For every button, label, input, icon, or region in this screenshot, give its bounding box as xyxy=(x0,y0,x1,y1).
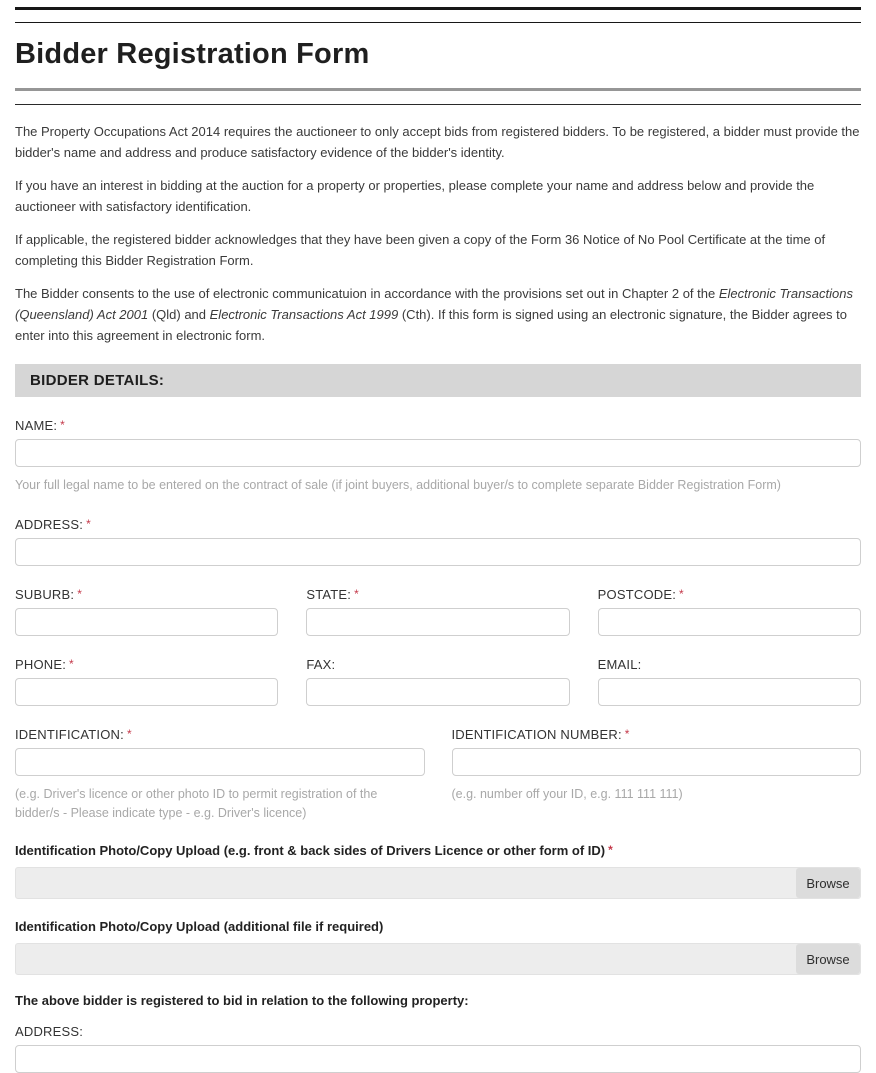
top-rule-thick xyxy=(15,7,861,10)
state-label: STATE: * xyxy=(306,586,359,602)
intro-paragraph-2: If you have an interest in bidding at the auction for a property or properties, please complete your name and address below and provide the auctioneer with satisfactory identification. xyxy=(15,178,815,215)
field-address xyxy=(15,517,861,566)
field-identification-number xyxy=(452,727,862,824)
act-title-cth: Electronic Transactions Act 1999 xyxy=(209,307,399,323)
upload-primary-file-input[interactable] xyxy=(15,867,861,899)
suburb-label: SUBURB: * xyxy=(15,586,83,602)
phone-label: PHONE: * xyxy=(15,656,74,672)
section-header-label: BIDDER DETAILS: xyxy=(30,372,165,390)
address-label: ADDRESS: * xyxy=(15,516,91,532)
fax-label: FAX: xyxy=(306,656,336,672)
required-asterisk: * xyxy=(624,726,630,741)
postcode-label: POSTCODE: * xyxy=(597,586,684,602)
upload-primary-label: Identification Photo/Copy Upload (e.g. front & back sides of Drivers Licence or other form of ID) * xyxy=(15,843,613,859)
row-identification xyxy=(15,727,861,824)
identification-number-label: IDENTIFICATION NUMBER: * xyxy=(451,726,630,742)
suburb-input[interactable] xyxy=(15,608,278,636)
intro-paragraph-1: The Property Occupations Act 2014 requires the auctioneer to only accept bids from registered bidders. To be registered, a bidder must provide the bidder's name and address and produce satisfactory evidence of the bidder's identity. xyxy=(15,124,860,161)
intro-paragraph-4: The Bidder consents to the use of electronic communicatuion in accordance with the provisions set out in Chapter 2 of the Electronic Transactions (Queensland) Act 2001 (Qld) and Electronic Transactions Act 1999 (Cth). If this form is signed using an electronic signature, the Bidder agrees to enter into this agreement in electronic form. xyxy=(15,286,853,344)
property-address-input[interactable] xyxy=(15,1045,861,1073)
name-help-text: Your full legal name to be entered on the contract of sale (if joint buyers, additional buyer/s to complete separate Bidder Registration Form) xyxy=(15,478,781,493)
email-input[interactable] xyxy=(598,678,861,706)
upload-additional-browse-button[interactable]: Browse xyxy=(796,944,860,974)
required-asterisk: * xyxy=(354,586,359,601)
title-underline-dark xyxy=(15,104,861,105)
phone-input[interactable] xyxy=(15,678,278,706)
identification-number-help-text: (e.g. number off your ID, e.g. 111 111 111) xyxy=(451,786,683,801)
postcode-input[interactable] xyxy=(598,608,861,636)
field-suburb xyxy=(15,587,278,636)
identification-label: IDENTIFICATION: * xyxy=(15,726,132,742)
required-asterisk: * xyxy=(86,516,91,531)
bidder-registration-page xyxy=(0,7,876,1040)
upload-additional-label: Identification Photo/Copy Upload (additional file if required) xyxy=(15,919,384,935)
required-asterisk: * xyxy=(69,656,74,671)
property-intro-text: The above bidder is registered to bid in relation to the following property: xyxy=(15,993,469,1009)
identification-input[interactable] xyxy=(15,748,425,776)
email-label: EMAIL: xyxy=(597,656,642,672)
section-header-bidder-details xyxy=(15,364,861,397)
property-address-label: ADDRESS: xyxy=(15,1024,84,1040)
field-identification xyxy=(15,727,425,824)
field-name xyxy=(15,418,861,495)
row-phone-fax-email xyxy=(15,657,861,706)
field-postcode xyxy=(598,587,861,636)
row-suburb-state-postcode xyxy=(15,587,861,636)
intro-paragraph-3: If applicable, the registered bidder acknowledges that they have been given a copy of the Form 36 Notice of No Pool Certificate at the time of completing this Bidder Registration Form. xyxy=(15,232,826,269)
identification-help-text: (e.g. Driver's licence or other photo ID to permit registration of the bidder/s - Please indicate type - e.g. Driver's licence) xyxy=(15,786,378,821)
required-asterisk: * xyxy=(126,726,132,741)
field-property-address xyxy=(15,1024,861,1073)
name-label: NAME: * xyxy=(15,418,66,434)
field-phone xyxy=(15,657,278,706)
field-email xyxy=(598,657,861,706)
name-input[interactable] xyxy=(15,439,861,467)
page-title: Bidder Registration Form xyxy=(15,38,370,70)
address-input[interactable] xyxy=(15,538,861,566)
state-input[interactable] xyxy=(306,608,569,636)
identification-number-input[interactable] xyxy=(452,748,862,776)
required-asterisk: * xyxy=(60,418,66,433)
required-asterisk: * xyxy=(608,843,613,858)
field-state xyxy=(306,587,569,636)
intro-text xyxy=(15,121,861,346)
title-underline-gray xyxy=(15,88,861,91)
upload-additional-file-input[interactable] xyxy=(15,943,861,975)
required-asterisk: * xyxy=(679,586,684,601)
top-rule-thin xyxy=(15,22,861,23)
act-title-qld: Electronic Transactions (Queensland) Act 2001 xyxy=(15,286,853,323)
upload-primary-browse-button[interactable]: Browse xyxy=(796,868,860,898)
required-asterisk: * xyxy=(77,586,83,601)
field-fax xyxy=(306,657,569,706)
fax-input[interactable] xyxy=(306,678,569,706)
